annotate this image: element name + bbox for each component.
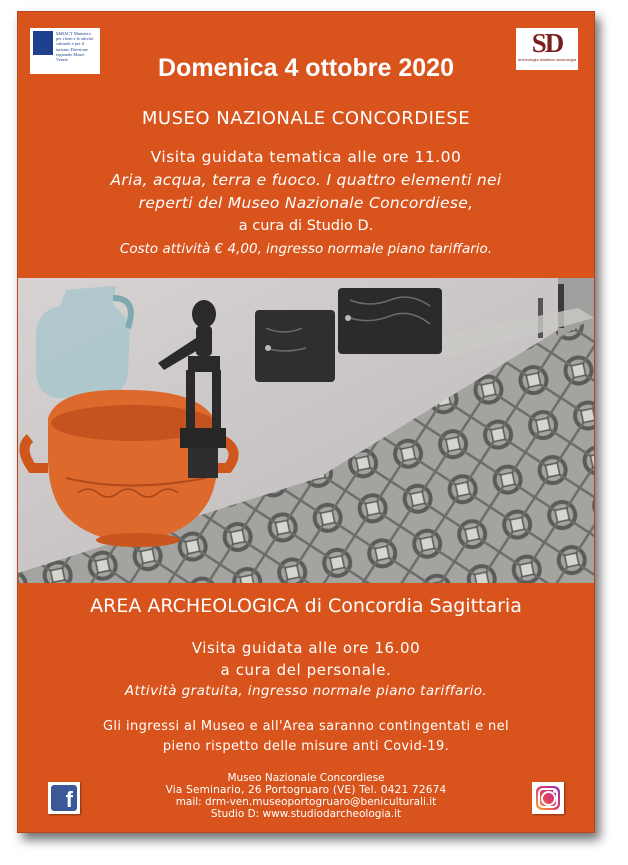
studio-d-logo-subtitle: archeologia didattica museologia: [517, 57, 577, 62]
artifacts-photo: [18, 278, 594, 583]
museum-visit-curator: a cura di Studio D.: [238, 218, 374, 234]
page-title: Domenica 4 ottobre 2020: [158, 54, 454, 82]
footer-address: Via Seminario, 26 Portogruaro (VE) Tel. 0421 72674: [165, 784, 447, 796]
museum-name: MUSEO NAZIONALE CONCORDIESE: [141, 108, 471, 129]
area-visit-curator: a cura del personale.: [220, 661, 392, 679]
footer-museum-name: Museo Nazionale Concordiese: [227, 772, 385, 784]
archaeological-area-name: AREA ARCHEOLOGICA di Concordia Sagittaria: [90, 595, 522, 617]
museum-visit-theme-1: Aria, acqua, terra e fuoco. I quattro elementi nei: [110, 171, 502, 189]
facebook-button[interactable]: [48, 782, 80, 814]
studio-d-logo-mark: SD: [531, 28, 563, 58]
ministry-emblem-icon: [33, 31, 53, 55]
instagram-icon: [536, 786, 560, 810]
area-visit-cost: Attività gratuita, ingresso normale piano tariffario.: [124, 683, 488, 699]
event-poster: [17, 11, 595, 833]
museum-visit-cost: Costo attività € 4,00, ingresso normale piano tariffario.: [119, 241, 493, 257]
museum-visit-time: Visita guidata tematica alle ore 11.00: [150, 148, 462, 166]
facebook-icon: f: [51, 785, 77, 811]
covid-notice-1: Gli ingressi al Museo e all'Area saranno contingentati e nel: [102, 719, 510, 734]
ministry-logo-text: MiBACT Ministero per i beni e le attività culturali e per il turismo Direzione regionale Musei Veneto: [56, 31, 94, 63]
footer-website[interactable]: Studio D: www.studiodarcheologia.it: [210, 808, 402, 820]
instagram-button[interactable]: [532, 782, 564, 814]
museum-visit-theme-2: reperti del Museo Nazionale Concordiese,: [138, 194, 474, 212]
footer-email[interactable]: mail: drm-ven.museoportogruaro@beniculturali.it: [175, 796, 437, 808]
area-visit-time: Visita guidata alle ore 16.00: [191, 639, 421, 657]
covid-notice-2: pieno rispetto delle misure anti Covid-19.: [162, 739, 450, 754]
